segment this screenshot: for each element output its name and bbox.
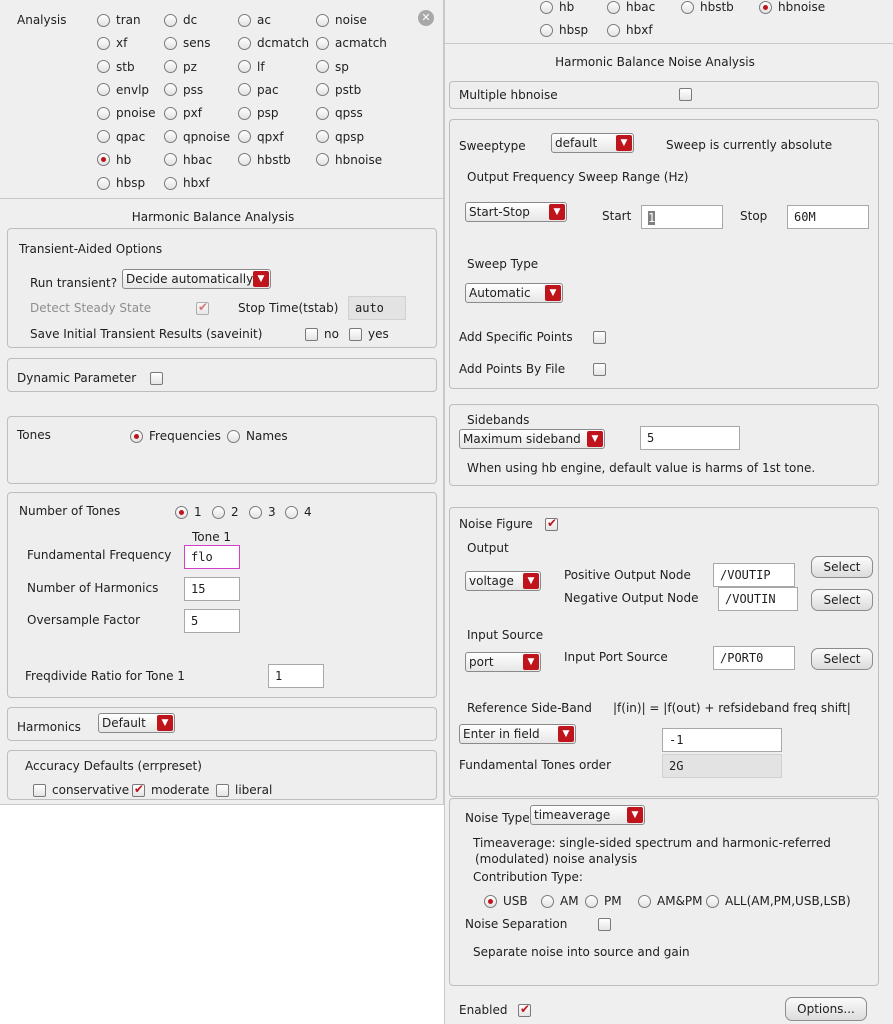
analysis-option-hbnoise[interactable]: hbnoise bbox=[759, 0, 825, 15]
chevron-down-icon: ▼ bbox=[558, 726, 574, 742]
radio-icon[interactable] bbox=[164, 153, 177, 166]
chevron-down-icon: ▼ bbox=[545, 285, 561, 301]
tone-count-option-3[interactable]: 3 bbox=[249, 504, 276, 520]
analysis-option-pstb[interactable]: pstb bbox=[316, 82, 361, 98]
stop-field[interactable]: 60M bbox=[787, 205, 869, 229]
analysis-option-hbsp[interactable]: hbsp bbox=[97, 175, 145, 191]
hb-section-title: Harmonic Balance Analysis bbox=[131, 210, 295, 224]
fund-freq-label: Fundamental Frequency bbox=[27, 548, 172, 562]
analysis-option-ac[interactable]: ac bbox=[238, 12, 271, 28]
radio-icon[interactable] bbox=[97, 37, 110, 50]
analysis-option-pxf[interactable]: pxf bbox=[164, 105, 202, 121]
analysis-option-qpnoise[interactable]: qpnoise bbox=[164, 129, 230, 145]
fund-freq-field[interactable]: flo bbox=[184, 545, 240, 569]
analysis-option-acmatch[interactable]: acmatch bbox=[316, 35, 387, 51]
chevron-down-icon: ▼ bbox=[523, 654, 539, 670]
contribution-option-am[interactable]: AM bbox=[541, 893, 579, 909]
saveinit-yes-option[interactable]: yes bbox=[349, 326, 389, 342]
analysis-option-pnoise[interactable]: pnoise bbox=[97, 105, 156, 121]
sweeptype-label: Sweeptype bbox=[459, 139, 526, 153]
analysis-option-qpxf[interactable]: qpxf bbox=[238, 129, 284, 145]
tones-group bbox=[7, 416, 437, 484]
sweep-range-combo[interactable]: Start-Stop ▼ bbox=[465, 202, 567, 222]
enabled-checkbox[interactable] bbox=[518, 1004, 531, 1017]
radio-icon[interactable] bbox=[175, 506, 188, 519]
noise-separation-note: Separate noise into source and gain bbox=[473, 945, 690, 959]
chevron-down-icon: ▼ bbox=[616, 135, 632, 151]
radio-icon[interactable] bbox=[164, 177, 177, 190]
transient-title: Transient-Aided Options bbox=[19, 242, 163, 256]
radio-icon[interactable] bbox=[238, 130, 251, 143]
output-label: Output bbox=[467, 541, 509, 555]
radio-icon[interactable] bbox=[759, 1, 772, 14]
radio-icon[interactable] bbox=[316, 107, 329, 120]
analysis-option-hbxf[interactable]: hbxf bbox=[607, 22, 653, 38]
tone-count-option-1[interactable]: 1 bbox=[175, 504, 202, 520]
sweep-type-label: Sweep Type bbox=[467, 257, 539, 271]
saveinit-yes-checkbox[interactable] bbox=[349, 328, 362, 341]
radio-icon[interactable] bbox=[97, 177, 110, 190]
fund-tones-order-field: 2G bbox=[662, 754, 782, 778]
analysis-label: Analysis bbox=[17, 13, 67, 27]
radio-icon[interactable] bbox=[681, 1, 694, 14]
ref-sideband-label: Reference Side-Band bbox=[467, 701, 592, 715]
detect-steady-checkbox[interactable] bbox=[196, 302, 209, 315]
radio-icon[interactable] bbox=[238, 153, 251, 166]
tones-frequencies-option[interactable]: Frequencies bbox=[130, 428, 221, 444]
ref-sideband-formula: |f(in)| = |f(out) + refsideband freq shift| bbox=[613, 701, 851, 715]
analysis-option-psp[interactable]: psp bbox=[238, 105, 279, 121]
tones-label: Tones bbox=[17, 428, 51, 442]
analysis-option-qpss[interactable]: qpss bbox=[316, 105, 363, 121]
analysis-option-dc[interactable]: dc bbox=[164, 12, 197, 28]
add-specific-checkbox[interactable] bbox=[593, 331, 606, 344]
liberal-checkbox[interactable] bbox=[216, 784, 229, 797]
hbnoise-section-title: Harmonic Balance Noise Analysis bbox=[555, 55, 755, 69]
radio-icon[interactable] bbox=[164, 130, 177, 143]
accuracy-conservative-option[interactable]: conservative bbox=[33, 782, 129, 798]
contribution-option-pm[interactable]: PM bbox=[585, 893, 622, 909]
radio-icon[interactable] bbox=[238, 14, 251, 27]
radio-icon[interactable] bbox=[540, 1, 553, 14]
analysis-option-hbstb[interactable]: hbstb bbox=[238, 152, 291, 168]
hb-analysis-pane bbox=[0, 0, 444, 805]
input-source-label: Input Source bbox=[467, 628, 544, 642]
radio-icon[interactable] bbox=[316, 153, 329, 166]
oversample-field[interactable]: 5 bbox=[184, 609, 240, 633]
contribution-option-am-pm[interactable]: AM&PM bbox=[638, 893, 703, 909]
num-harmonics-label: Number of Harmonics bbox=[27, 581, 159, 595]
saveinit-label: Save Initial Transient Results (saveinit) bbox=[30, 327, 263, 341]
ref-sideband-field[interactable]: -1 bbox=[662, 728, 782, 752]
analysis-option-stb[interactable]: stb bbox=[97, 59, 135, 75]
analysis-option-sens[interactable]: sens bbox=[164, 35, 211, 51]
radio-icon[interactable] bbox=[164, 107, 177, 120]
radio-icon[interactable] bbox=[212, 506, 225, 519]
radio-icon[interactable] bbox=[97, 83, 110, 96]
analysis-option-xf[interactable]: xf bbox=[97, 35, 127, 51]
chevron-down-icon: ▼ bbox=[253, 271, 269, 287]
sidebands-combo[interactable]: Maximum sideband ▼ bbox=[459, 429, 605, 449]
run-transient-label: Run transient? bbox=[30, 276, 118, 290]
analysis-option-pss[interactable]: pss bbox=[164, 82, 203, 98]
noise-type-desc-1: Timeaverage: single-sided spectrum and harmonic-referred bbox=[473, 836, 831, 850]
analysis-option-hbxf[interactable]: hbxf bbox=[164, 175, 210, 191]
tones-names-option[interactable]: Names bbox=[227, 428, 288, 444]
chevron-down-icon: ▼ bbox=[157, 715, 173, 731]
add-byfile-checkbox[interactable] bbox=[593, 363, 606, 376]
chevron-down-icon: ▼ bbox=[523, 573, 539, 589]
analysis-option-hb[interactable]: hb bbox=[540, 0, 574, 15]
radio-icon[interactable] bbox=[97, 153, 110, 166]
radio-icon[interactable] bbox=[227, 430, 240, 443]
analysis-option-hb[interactable]: hb bbox=[97, 152, 131, 168]
analysis-option-hbac[interactable]: hbac bbox=[607, 0, 655, 15]
add-byfile-label: Add Points By File bbox=[459, 362, 566, 376]
freqdivide-field[interactable]: 1 bbox=[268, 664, 324, 688]
radio-icon[interactable] bbox=[238, 37, 251, 50]
tone-header: Tone 1 bbox=[192, 530, 232, 544]
noise-separation-checkbox[interactable] bbox=[598, 918, 611, 931]
contribution-option-all-am-pm-usb-lsb-[interactable]: ALL(AM,PM,USB,LSB) bbox=[706, 893, 851, 909]
radio-icon[interactable] bbox=[130, 430, 143, 443]
pos-output-label: Positive Output Node bbox=[564, 568, 691, 582]
ref-sideband-combo[interactable]: Enter in field ▼ bbox=[459, 724, 576, 744]
stop-time-label: Stop Time(tstab) bbox=[238, 301, 339, 315]
radio-icon[interactable] bbox=[706, 895, 719, 908]
radio-icon[interactable] bbox=[238, 60, 251, 73]
saveinit-no-checkbox[interactable] bbox=[305, 328, 318, 341]
sweep-group bbox=[449, 119, 879, 389]
noise-figure-checkbox[interactable] bbox=[545, 518, 558, 531]
neg-output-label: Negative Output Node bbox=[564, 591, 699, 605]
pos-select-button[interactable]: Select bbox=[811, 556, 873, 578]
sweep-range-label: Output Frequency Sweep Range (Hz) bbox=[467, 170, 689, 184]
radio-icon[interactable] bbox=[285, 506, 298, 519]
sidebands-field[interactable]: 5 bbox=[640, 426, 740, 450]
conservative-checkbox[interactable] bbox=[33, 784, 46, 797]
radio-icon[interactable] bbox=[316, 14, 329, 27]
dynamic-parameter-label: Dynamic Parameter bbox=[17, 371, 137, 385]
radio-icon[interactable] bbox=[238, 83, 251, 96]
radio-icon[interactable] bbox=[484, 895, 497, 908]
radio-icon[interactable] bbox=[238, 107, 251, 120]
analysis-option-hbsp[interactable]: hbsp bbox=[540, 22, 588, 38]
radio-icon[interactable] bbox=[249, 506, 262, 519]
sweep-absolute-note: Sweep is currently absolute bbox=[666, 138, 833, 152]
accuracy-moderate-option[interactable]: ✔ moderate bbox=[132, 782, 209, 798]
radio-icon[interactable] bbox=[607, 24, 620, 37]
analysis-option-pz[interactable]: pz bbox=[164, 59, 197, 75]
sidebands-note: When using hb engine, default value is harms of 1st tone. bbox=[467, 461, 816, 475]
radio-icon[interactable] bbox=[97, 107, 110, 120]
radio-icon[interactable] bbox=[316, 130, 329, 143]
analysis-option-pac[interactable]: pac bbox=[238, 82, 279, 98]
chevron-down-icon: ▼ bbox=[627, 807, 643, 823]
radio-icon[interactable] bbox=[97, 60, 110, 73]
input-port-label: Input Port Source bbox=[564, 650, 668, 664]
radio-icon[interactable] bbox=[164, 37, 177, 50]
radio-icon[interactable] bbox=[164, 83, 177, 96]
sweep-type-combo[interactable]: Automatic ▼ bbox=[465, 283, 563, 303]
radio-icon[interactable] bbox=[164, 60, 177, 73]
port-select-button[interactable]: Select bbox=[811, 648, 873, 670]
accuracy-label: Accuracy Defaults (errpreset) bbox=[25, 759, 202, 773]
sweeptype-combo[interactable]: default ▼ bbox=[551, 133, 634, 153]
analysis-option-lf[interactable]: lf bbox=[238, 59, 265, 75]
moderate-checkbox[interactable] bbox=[132, 784, 145, 797]
output-combo[interactable]: voltage ▼ bbox=[465, 571, 541, 591]
analysis-option-qpac[interactable]: qpac bbox=[97, 129, 145, 145]
analysis-option-sp[interactable]: sp bbox=[316, 59, 349, 75]
analysis-option-qpsp[interactable]: qpsp bbox=[316, 129, 364, 145]
sidebands-label: Sidebands bbox=[467, 413, 530, 427]
neg-select-button[interactable]: Select bbox=[811, 589, 873, 611]
analysis-option-dcmatch[interactable]: dcmatch bbox=[238, 35, 309, 51]
multiple-hbnoise-checkbox[interactable] bbox=[679, 88, 692, 101]
add-specific-label: Add Specific Points bbox=[459, 330, 573, 344]
radio-icon[interactable] bbox=[97, 130, 110, 143]
detect-steady-label: Detect Steady State bbox=[30, 301, 152, 315]
analysis-option-noise[interactable]: noise bbox=[316, 12, 367, 28]
neg-output-field[interactable]: /VOUTIN bbox=[718, 587, 798, 611]
num-harmonics-field[interactable]: 15 bbox=[184, 577, 240, 601]
radio-icon[interactable] bbox=[585, 895, 598, 908]
radio-icon[interactable] bbox=[540, 24, 553, 37]
tone-count-option-4[interactable]: 4 bbox=[285, 504, 312, 520]
radio-icon[interactable] bbox=[316, 37, 329, 50]
saveinit-no-option[interactable]: no bbox=[305, 326, 339, 342]
noise-type-desc-2: (modulated) noise analysis bbox=[475, 852, 638, 866]
chevron-down-icon: ▼ bbox=[549, 204, 565, 220]
start-field[interactable]: 1 bbox=[641, 205, 723, 229]
hbnoise-analysis-pane bbox=[444, 0, 893, 1024]
noise-type-combo[interactable]: timeaverage ▼ bbox=[530, 805, 645, 825]
oversample-label: Oversample Factor bbox=[27, 613, 141, 627]
radio-icon[interactable] bbox=[316, 60, 329, 73]
noise-figure-label: Noise Figure bbox=[459, 517, 533, 531]
stop-time-field[interactable]: auto bbox=[348, 296, 406, 320]
number-of-tones-label: Number of Tones bbox=[19, 504, 121, 518]
multiple-hbnoise-label: Multiple hbnoise bbox=[459, 88, 558, 102]
start-label: Start bbox=[602, 209, 632, 223]
noise-separation-label: Noise Separation bbox=[465, 917, 568, 931]
input-source-combo[interactable]: port ▼ bbox=[465, 652, 541, 672]
harmonics-label: Harmonics bbox=[17, 720, 81, 734]
tone-count-option-2[interactable]: 2 bbox=[212, 504, 239, 520]
dynamic-parameter-checkbox[interactable] bbox=[150, 372, 163, 385]
analysis-option-envlp[interactable]: envlp bbox=[97, 82, 149, 98]
enabled-label: Enabled bbox=[459, 1003, 508, 1017]
analysis-option-tran[interactable]: tran bbox=[97, 12, 141, 28]
noise-type-label: Noise Type bbox=[465, 811, 530, 825]
radio-icon[interactable] bbox=[541, 895, 554, 908]
analysis-option-hbac[interactable]: hbac bbox=[164, 152, 212, 168]
analysis-option-hbnoise[interactable]: hbnoise bbox=[316, 152, 382, 168]
radio-icon[interactable] bbox=[638, 895, 651, 908]
contribution-option-usb[interactable]: USB bbox=[484, 893, 528, 909]
analysis-option-hbstb[interactable]: hbstb bbox=[681, 0, 734, 15]
accuracy-liberal-option[interactable]: liberal bbox=[216, 782, 272, 798]
chevron-down-icon: ▼ bbox=[587, 431, 603, 447]
radio-icon[interactable] bbox=[97, 14, 110, 27]
stop-label: Stop bbox=[740, 209, 768, 223]
radio-icon[interactable] bbox=[607, 1, 620, 14]
close-icon[interactable]: ✕ bbox=[418, 10, 434, 26]
fund-tones-order-label: Fundamental Tones order bbox=[459, 758, 611, 772]
options-button[interactable]: Options... bbox=[785, 997, 867, 1021]
pos-output-field[interactable]: /VOUTIP bbox=[713, 563, 795, 587]
radio-icon[interactable] bbox=[164, 14, 177, 27]
input-port-field[interactable]: /PORT0 bbox=[713, 646, 795, 670]
freqdivide-label: Freqdivide Ratio for Tone 1 bbox=[25, 669, 185, 683]
run-transient-combo[interactable]: Decide automatically ▼ bbox=[122, 269, 271, 289]
contribution-type-label: Contribution Type: bbox=[473, 870, 583, 884]
harmonics-combo[interactable]: Default ▼ bbox=[98, 713, 175, 733]
radio-icon[interactable] bbox=[316, 83, 329, 96]
